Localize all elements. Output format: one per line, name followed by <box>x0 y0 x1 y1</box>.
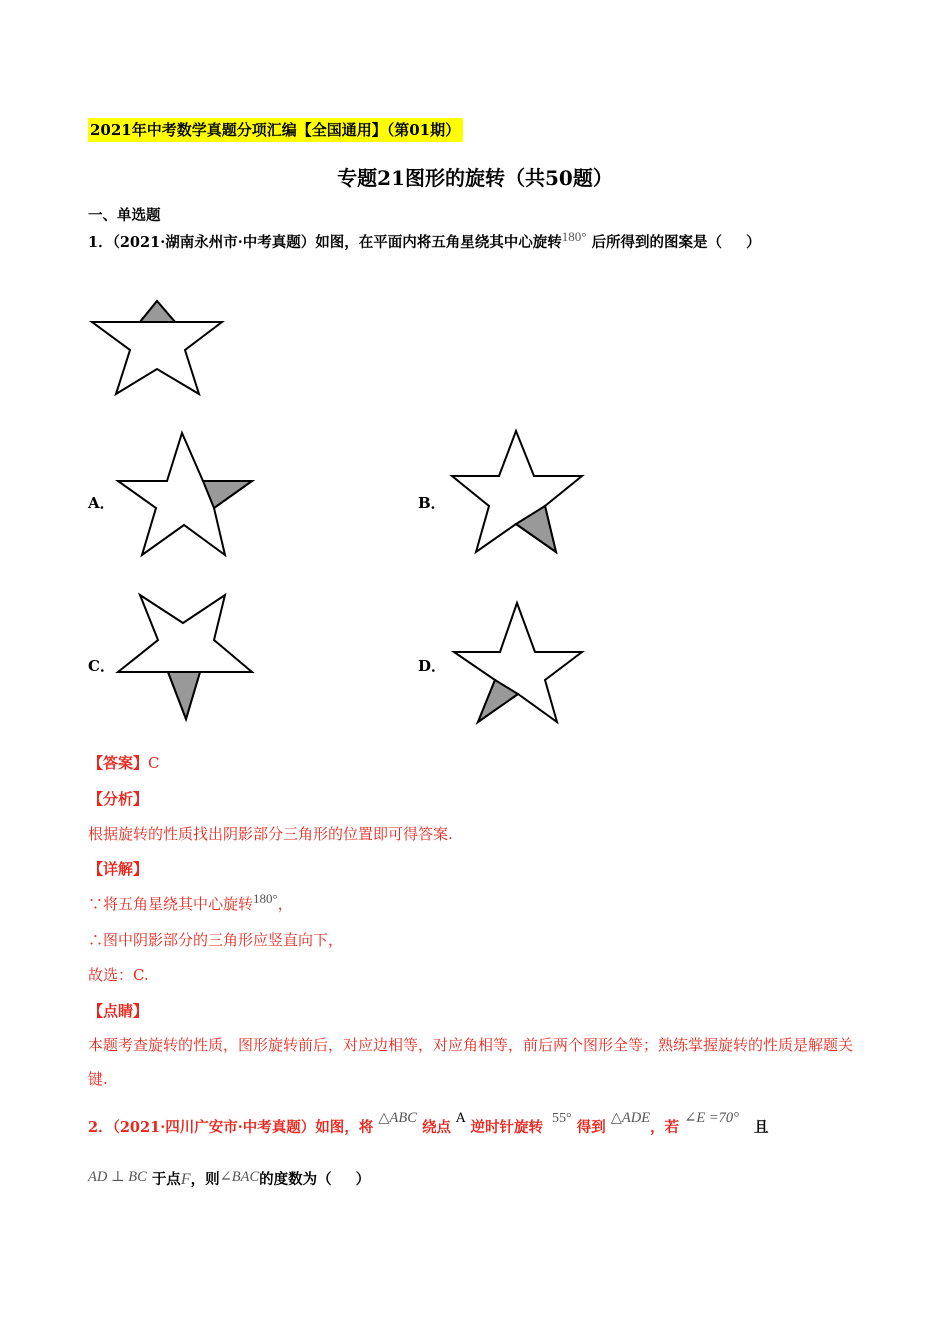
series-title: 2021年中考数学真题分项汇编【全国通用】（第01期） <box>88 118 463 142</box>
option-a-star[interactable] <box>115 428 257 560</box>
q2-text-5: ，若 <box>650 1119 680 1136</box>
option-c-label[interactable]: C． <box>88 657 115 675</box>
triangle-ade: △ADE <box>610 1110 651 1126</box>
detail-line-2: ∴图中阴影部分的三角形应竖直向下， <box>88 931 344 949</box>
original-star-shaded-tip <box>140 301 175 322</box>
page-title: 专题21图形的旋转（共50题） <box>337 166 613 190</box>
detail-line-1-text: ∵将五角星绕其中心旋转 <box>88 895 254 913</box>
q2-text-3: 逆时针旋转 <box>470 1119 543 1136</box>
original-star-figure <box>88 296 228 400</box>
detail-line-1 <box>88 893 293 914</box>
option-b-star[interactable] <box>448 426 588 558</box>
question-2-line-2 <box>88 1168 370 1189</box>
q2-text-4: 得到 <box>576 1119 606 1136</box>
angle-e-condition: ∠E =70° <box>684 1110 739 1126</box>
question-number: 2． <box>88 1119 113 1136</box>
question-source: （2021·四川广安市·中考真题） <box>112 1119 316 1136</box>
analysis-label: 【分析】 <box>88 790 149 808</box>
question-2-line-1 <box>88 1106 768 1151</box>
q2-text-1: 如图，将 <box>315 1119 374 1136</box>
question-text: 如图，在平面内将五角星绕其中心旋转 <box>315 234 562 251</box>
answer-value: C <box>148 754 160 772</box>
option-d-label[interactable]: D． <box>418 657 447 675</box>
q2-text-2: 绕点 <box>421 1119 451 1136</box>
q2-text-7: 于点 <box>151 1171 181 1188</box>
option-a-label[interactable]: A． <box>88 494 115 512</box>
answer-label: 【答案】 <box>88 754 149 772</box>
rotation-angle: 55° <box>552 1111 572 1126</box>
answer-line <box>88 752 160 773</box>
option-c-shaded-tip <box>168 672 200 719</box>
comment-text: 本题考查旋转的性质，图形旋转前后，对应边相等，对应角相等，前后两个图形全等；熟练掌握旋转的性质是解题关键. <box>88 1036 854 1088</box>
question-text-after: 后所得到的图案是（ <box>591 234 723 251</box>
question-1 <box>88 231 761 252</box>
q2-text-8: ，则 <box>190 1171 220 1188</box>
option-c-star[interactable] <box>115 590 257 724</box>
detail-line-1-comma: ， <box>277 895 293 913</box>
point-f: F <box>180 1171 191 1188</box>
angle-bac: ∠BAC <box>219 1169 260 1185</box>
question-number: 1． <box>88 234 113 251</box>
perpendicular-condition: AD ⊥ BC <box>88 1169 147 1185</box>
option-b-label[interactable]: B． <box>418 494 446 512</box>
triangle-abc: △ABC <box>378 1110 417 1126</box>
q2-paren-close: ） <box>355 1171 371 1188</box>
option-d-star-outline <box>454 603 582 722</box>
section-label: 一、单选题 <box>88 207 161 224</box>
option-d-star[interactable] <box>450 598 588 726</box>
analysis-text: 根据旋转的性质找出阴影部分三角形的位置即可得答案. <box>88 825 453 843</box>
q2-text-9: 的度数为（ <box>259 1171 332 1188</box>
question-source: （2021·湖南永州市·中考真题） <box>112 234 316 251</box>
option-b-star-outline <box>452 431 582 552</box>
question-paren-close: ） <box>746 234 761 251</box>
detail-label: 【详解】 <box>88 860 149 878</box>
detail-angle: 180° <box>253 891 278 906</box>
comment-label: 【点睛】 <box>88 1002 149 1020</box>
detail-line-3: 故选：C. <box>88 966 149 984</box>
point-a: A <box>456 1111 466 1126</box>
angle-value: 180° <box>561 229 587 244</box>
q2-text-6: 且 <box>753 1119 769 1136</box>
